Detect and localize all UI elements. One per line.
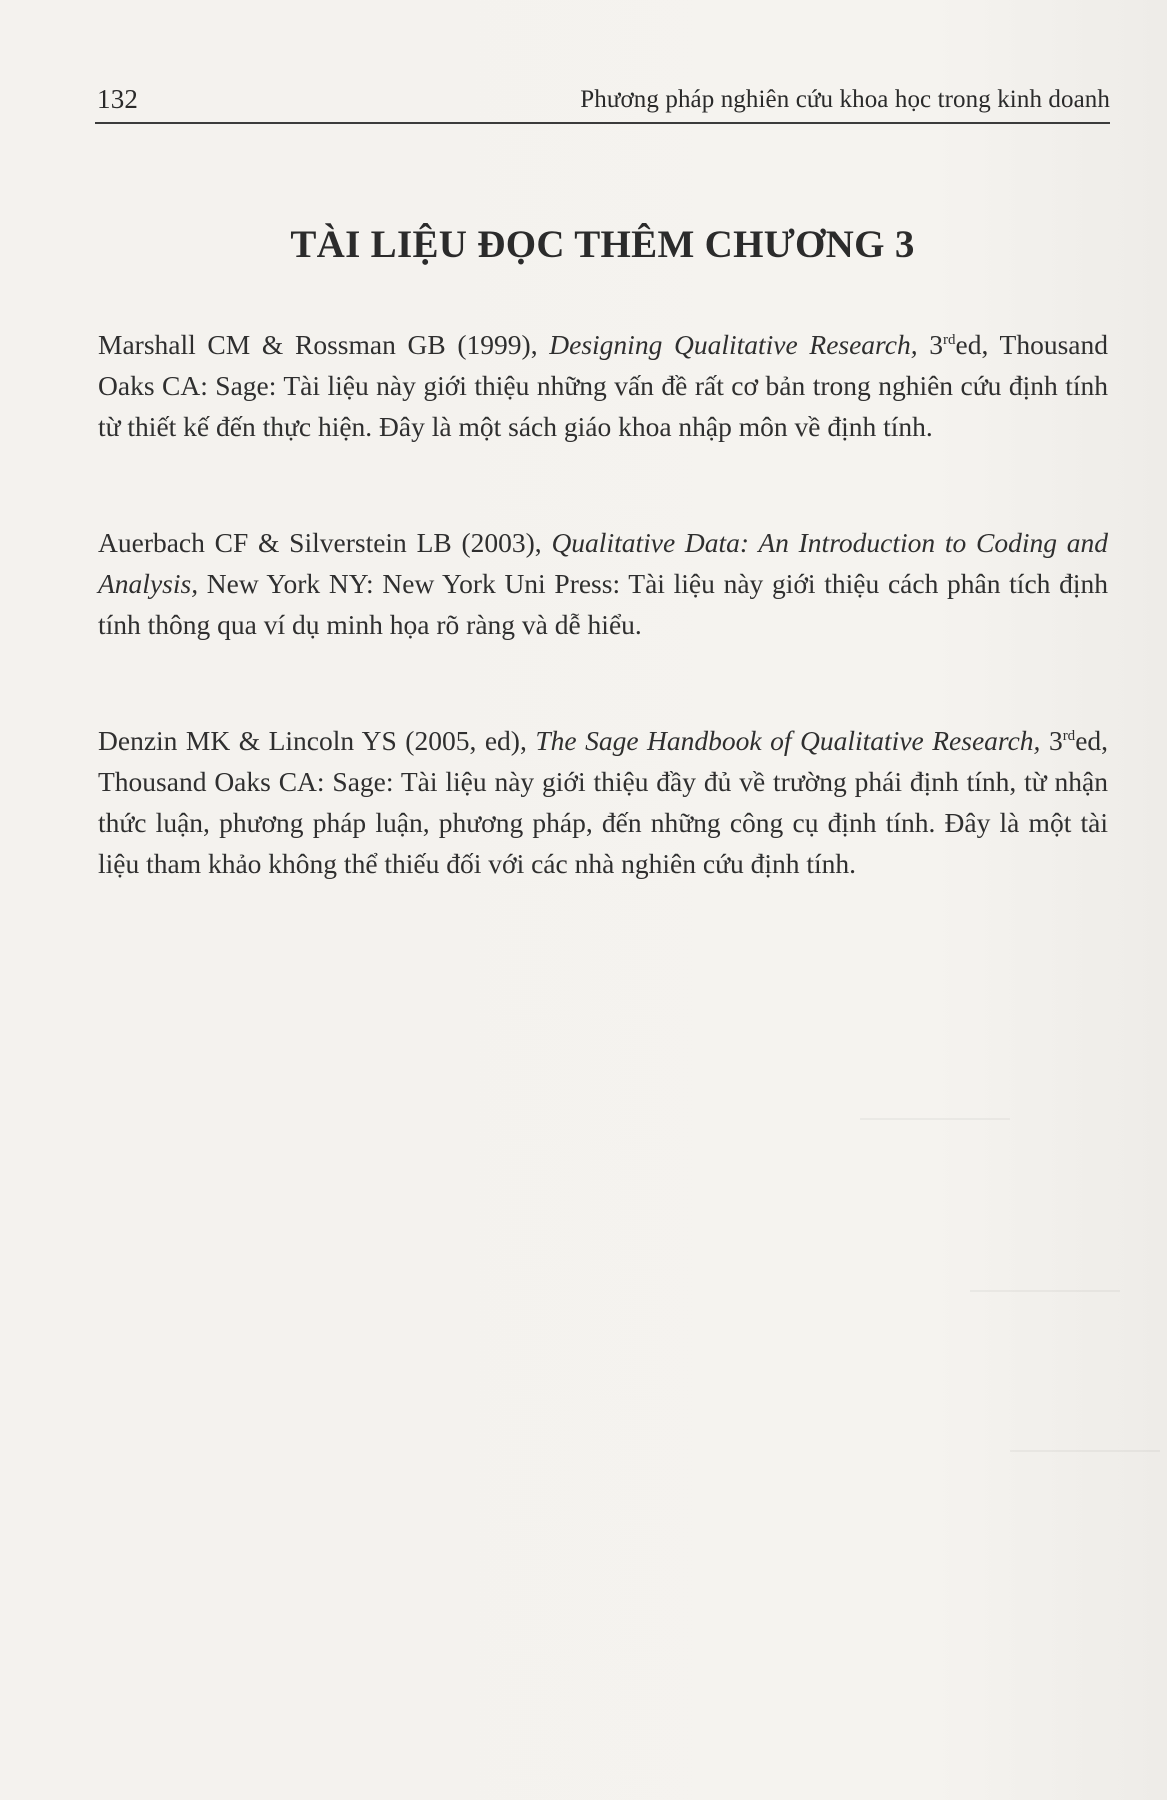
reference-details: New York NY: New York Uni Press: Tài liệu này giới thiệu cách phân tích định tính thông qua ví dụ minh họa rõ ràng và dễ hiểu.: [98, 568, 1108, 640]
reference-title: The Sage Handbook of Qualitative Research,: [535, 725, 1041, 756]
reference-list: [98, 324, 1108, 959]
running-title: Phương pháp nghiên cứu khoa học trong kinh doanh: [580, 86, 1110, 113]
bleed-through-mark: [970, 1290, 1120, 1292]
page-header: [95, 82, 1110, 124]
reference-authors-year: Denzin MK & Lincoln YS (2005, ed),: [98, 725, 527, 756]
reference-edition: 3rded,: [929, 329, 989, 360]
reference-details: Thousand Oaks CA: Sage: Tài liệu này giới thiệu những vấn đề rất cơ bản trong nghiên cứu định tính từ thiết kế đến thực hiện. Đây là một sách giáo khoa nhập môn về định tính.: [98, 329, 1109, 442]
reference-item: [98, 522, 1108, 645]
chapter-title: TÀI LIỆU ĐỌC THÊM CHƯƠNG 3: [290, 223, 915, 266]
bleed-through-mark: [860, 1118, 1010, 1120]
reference-title: Qualitative Data: An Introduction to Coding and Analysis,: [98, 527, 1109, 599]
bleed-through-mark: [1010, 1450, 1160, 1452]
reference-edition: 3rded,: [1048, 725, 1109, 756]
reference-authors-year: Auerbach CF & Silverstein LB (2003),: [98, 527, 542, 558]
page-number: 132: [97, 84, 139, 114]
reference-item: [98, 720, 1108, 884]
reference-authors-year: Marshall CM & Rossman GB (1999),: [98, 329, 538, 360]
reference-title: Designing Qualitative Research,: [549, 329, 918, 360]
reference-details: Thousand Oaks CA: Sage: Tài liệu này giới thiệu đầy đủ về trường phái định tính, từ nhận thức luận, phương pháp luận, phương pháp, đến những công cụ định tính. Đây là một tài liệu tham khảo không thể thiếu đối với các nhà nghiên cứu định tính.: [98, 766, 1108, 879]
reference-item: [98, 324, 1108, 447]
